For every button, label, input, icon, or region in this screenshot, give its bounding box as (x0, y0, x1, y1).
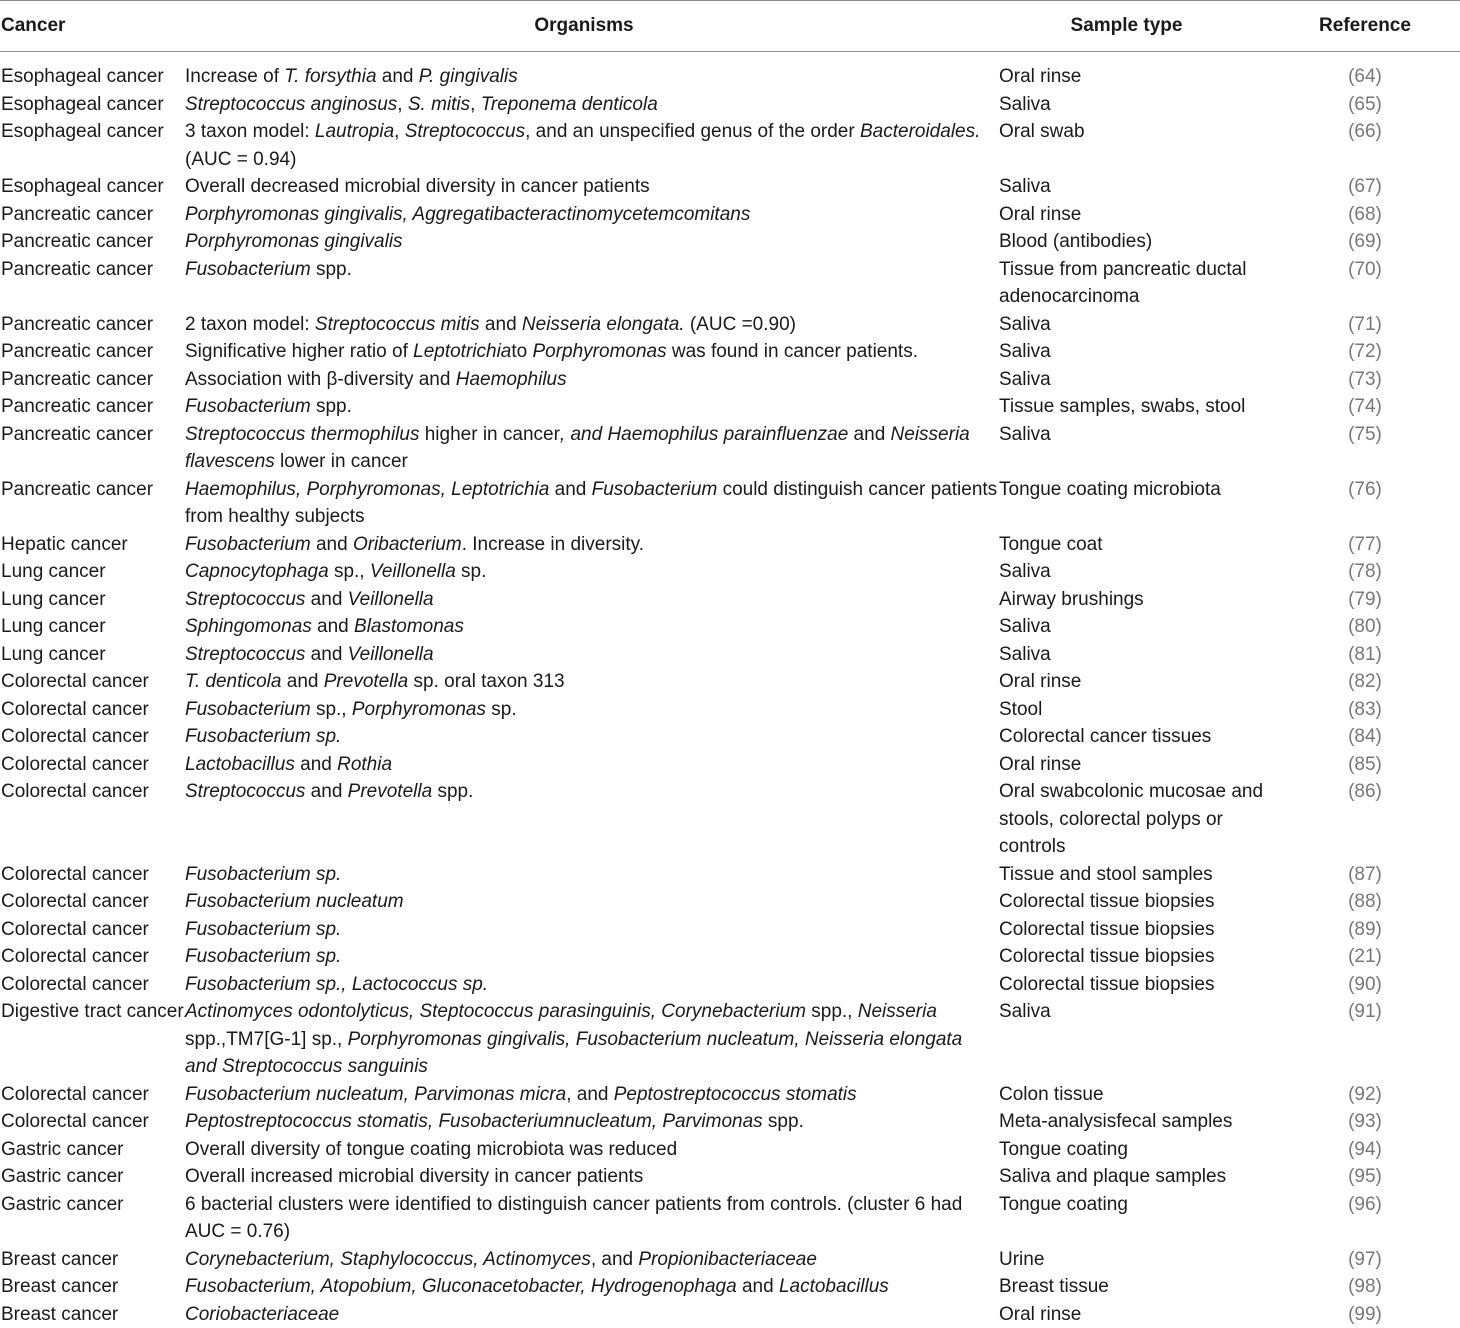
organisms-cell (185, 393, 999, 421)
organisms-cell (185, 91, 999, 119)
cancer-cell: Gastric cancer (0, 1163, 185, 1191)
cancer-cell: Lung cancer (0, 558, 185, 586)
reference-cell: (70) (1270, 256, 1460, 311)
organism-plain-text: sp. (486, 699, 517, 720)
cancer-cell: Pancreatic cancer (0, 476, 185, 531)
organism-plain-text: and (377, 66, 419, 87)
sample-type-cell: Oral rinse (999, 201, 1270, 229)
organism-plain-text: sp., (329, 561, 370, 582)
reference-cell: (68) (1270, 201, 1460, 229)
cancer-cell: Breast cancer (0, 1246, 185, 1274)
reference-cell: (65) (1270, 91, 1460, 119)
table-row (0, 1081, 1460, 1109)
organism-plain-text: could distinguish cancer patients from healthy subjects (185, 479, 997, 528)
sample-type-cell: Colorectal tissue biopsies (999, 943, 1270, 971)
organisms-cell (185, 613, 999, 641)
organism-name-text: Fusobacterium sp. (185, 919, 341, 940)
organisms-cell (185, 531, 999, 559)
table-row (0, 201, 1460, 229)
sample-type-cell: Saliva and plaque samples (999, 1163, 1270, 1191)
reference-cell: (21) (1270, 943, 1460, 971)
organism-plain-text: Association with β-diversity and (185, 369, 456, 390)
reference-cell: (89) (1270, 916, 1460, 944)
table-row (0, 173, 1460, 201)
reference-cell: (91) (1270, 998, 1460, 1081)
organism-name-text: Streptococcus (185, 781, 305, 802)
organism-name-text: Streptococcus anginosus (185, 94, 397, 115)
table-row (0, 366, 1460, 394)
table-row (0, 641, 1460, 669)
cancer-cell: Pancreatic cancer (0, 338, 185, 366)
sample-type-cell: Saliva (999, 613, 1270, 641)
organisms-cell (185, 421, 999, 476)
reference-cell: (74) (1270, 393, 1460, 421)
table-row (0, 91, 1460, 119)
organism-name-text: Fusobacterium (185, 259, 311, 280)
sample-type-cell: Stool (999, 696, 1270, 724)
organisms-cell (185, 52, 999, 91)
cancer-cell: Colorectal cancer (0, 888, 185, 916)
organism-plain-text: spp. (311, 396, 352, 417)
organisms-cell (185, 1136, 999, 1164)
organism-name-text: Corynebacterium, Staphylococcus, Actinomyces (185, 1249, 591, 1270)
sample-type-cell: Tongue coating (999, 1191, 1270, 1246)
sample-type-cell: Oral rinse (999, 751, 1270, 779)
organism-name-text: Fusobacterium, Atopobium, Gluconacetobacter, Hydrogenophaga (185, 1276, 737, 1297)
sample-type-cell: Saliva (999, 366, 1270, 394)
organisms-cell (185, 778, 999, 861)
table-row (0, 971, 1460, 999)
organism-name-text: Peptostreptococcus stomatis, Fusobacteriumnucleatum, Parvimonas (185, 1111, 763, 1132)
cancer-cell: Esophageal cancer (0, 52, 185, 91)
sample-type-cell: Saliva (999, 338, 1270, 366)
organism-name-text: Neisseria (858, 1001, 937, 1022)
organism-name-text: Streptococcus mitis (315, 314, 480, 335)
organism-plain-text: higher in cancer (419, 424, 559, 445)
organisms-cell (185, 256, 999, 311)
cancer-cell: Gastric cancer (0, 1191, 185, 1246)
organisms-cell (185, 586, 999, 614)
organism-name-text: Streptococcus (185, 589, 305, 610)
cancer-cell: Colorectal cancer (0, 861, 185, 889)
reference-cell: (94) (1270, 1136, 1460, 1164)
organism-plain-text: , and (566, 1084, 614, 1105)
table-row (0, 778, 1460, 861)
organisms-cell (185, 1246, 999, 1274)
table-row (0, 256, 1460, 311)
sample-type-cell: Saliva (999, 421, 1270, 476)
table-row (0, 723, 1460, 751)
organism-name-text: Fusobacterium sp., Lactococcus sp. (185, 974, 488, 995)
table-row (0, 1136, 1460, 1164)
organism-plain-text: to (511, 341, 532, 362)
table-row (0, 943, 1460, 971)
organism-name-text: Coriobacteriaceae (185, 1304, 339, 1325)
organism-plain-text: (AUC =0.90) (685, 314, 796, 335)
organism-name-text: Lactobacillus (185, 754, 295, 775)
organism-plain-text: and (305, 589, 347, 610)
sample-type-cell: Colorectal tissue biopsies (999, 888, 1270, 916)
organisms-cell (185, 696, 999, 724)
cancer-cell: Colorectal cancer (0, 696, 185, 724)
table-row (0, 1301, 1460, 1328)
organism-plain-text: spp., (806, 1001, 858, 1022)
table-row (0, 228, 1460, 256)
organism-name-text: Fusobacterium (185, 396, 311, 417)
cancer-cell: Pancreatic cancer (0, 311, 185, 339)
organisms-cell (185, 201, 999, 229)
cancer-cell: Pancreatic cancer (0, 421, 185, 476)
reference-cell: (85) (1270, 751, 1460, 779)
organisms-cell (185, 228, 999, 256)
organism-name-text: Haemophilus, Porphyromonas, Leptotrichia (185, 479, 549, 500)
sample-type-cell: Tissue samples, swabs, stool (999, 393, 1270, 421)
organism-plain-text: and (295, 754, 337, 775)
sample-type-cell: Oral swab (999, 118, 1270, 173)
organism-name-text: Bacteroidales. (860, 121, 980, 142)
table-row (0, 696, 1460, 724)
sample-type-cell: Tongue coat (999, 531, 1270, 559)
sample-type-cell: Blood (antibodies) (999, 228, 1270, 256)
organism-plain-text: 3 taxon model: (185, 121, 315, 142)
reference-cell: (78) (1270, 558, 1460, 586)
cancer-cell: Breast cancer (0, 1273, 185, 1301)
sample-type-cell: Airway brushings (999, 586, 1270, 614)
organism-plain-text: spp.,TM7[G-1] sp., (185, 1029, 348, 1050)
organism-name-text: Capnocytophaga (185, 561, 329, 582)
table-row (0, 1246, 1460, 1274)
organism-name-text: Porphyromonas (532, 341, 666, 362)
sample-type-cell: Colorectal tissue biopsies (999, 971, 1270, 999)
reference-cell: (81) (1270, 641, 1460, 669)
table-row (0, 613, 1460, 641)
organisms-cell (185, 998, 999, 1081)
organisms-cell (185, 1273, 999, 1301)
reference-cell: (92) (1270, 1081, 1460, 1109)
table-row (0, 1273, 1460, 1301)
organism-plain-text: , (394, 121, 405, 142)
table-row (0, 338, 1460, 366)
table-row (0, 118, 1460, 173)
cancer-cell: Esophageal cancer (0, 173, 185, 201)
cancer-cell: Esophageal cancer (0, 118, 185, 173)
cancer-cell: Breast cancer (0, 1301, 185, 1328)
reference-cell: (82) (1270, 668, 1460, 696)
organisms-cell (185, 558, 999, 586)
table-row (0, 531, 1460, 559)
reference-cell: (80) (1270, 613, 1460, 641)
reference-cell: (75) (1270, 421, 1460, 476)
table-row (0, 998, 1460, 1081)
organism-name-text: Neisseria elongata. (522, 314, 685, 335)
organism-plain-text: and (305, 644, 347, 665)
organism-name-text: Lautropia (315, 121, 394, 142)
organisms-cell (185, 751, 999, 779)
organism-name-text: Veillonella (370, 561, 456, 582)
organism-name-text: Peptostreptococcus stomatis (614, 1084, 857, 1105)
organism-plain-text: spp. (311, 259, 352, 280)
organism-name-text: Blastomonas (354, 616, 464, 637)
cancer-cell: Colorectal cancer (0, 1081, 185, 1109)
organisms-cell (185, 1301, 999, 1328)
cancer-cell: Colorectal cancer (0, 723, 185, 751)
organism-name-text: Prevotella (324, 671, 409, 692)
organism-name-text: Propionibacteriaceae (638, 1249, 817, 1270)
organism-plain-text: Overall diversity of tongue coating microbiota was reduced (185, 1139, 677, 1160)
organisms-cell (185, 1191, 999, 1246)
column-header-cancer: Cancer (0, 1, 185, 52)
cancer-cell: Colorectal cancer (0, 668, 185, 696)
table-row (0, 1191, 1460, 1246)
organisms-cell (185, 1163, 999, 1191)
sample-type-cell: Saliva (999, 91, 1270, 119)
organism-plain-text: (AUC = 0.94) (185, 149, 296, 170)
sample-type-cell: Tissue from pancreatic ductal adenocarcinoma (999, 256, 1270, 311)
organisms-cell (185, 476, 999, 531)
organism-name-text: , and Haemophilus parainfluenzae (560, 424, 848, 445)
sample-type-cell: Saliva (999, 558, 1270, 586)
cancer-cell: Lung cancer (0, 641, 185, 669)
sample-type-cell: Oral rinse (999, 668, 1270, 696)
cancer-cell: Colorectal cancer (0, 1108, 185, 1136)
organism-plain-text: . Increase in diversity. (462, 534, 644, 555)
organism-name-text: Treponema denticola (481, 94, 658, 115)
cancer-cell: Lung cancer (0, 613, 185, 641)
organism-plain-text: sp., (311, 699, 352, 720)
cancer-cell: Colorectal cancer (0, 778, 185, 861)
table-row (0, 861, 1460, 889)
organism-plain-text: sp. (456, 561, 487, 582)
organisms-cell (185, 311, 999, 339)
organism-plain-text: and (305, 781, 347, 802)
table-body (0, 52, 1460, 1328)
cancer-cell: Gastric cancer (0, 1136, 185, 1164)
cancer-cell: Digestive tract cancer (0, 998, 185, 1081)
reference-cell: (98) (1270, 1273, 1460, 1301)
sample-type-cell: Meta-analysisfecal samples (999, 1108, 1270, 1136)
organisms-cell (185, 861, 999, 889)
column-header-organisms: Organisms (185, 1, 999, 52)
organism-plain-text: and (312, 616, 354, 637)
reference-cell: (71) (1270, 311, 1460, 339)
organism-name-text: Porphyromonas gingivalis, Fusobacterium nucleatum, Neisseria elongata and Streptococcus sanguinis (185, 1029, 962, 1078)
reference-cell: (69) (1270, 228, 1460, 256)
organism-name-text: Lactobacillus (779, 1276, 889, 1297)
reference-cell: (64) (1270, 52, 1460, 91)
organism-plain-text: spp. (432, 781, 473, 802)
organisms-cell (185, 366, 999, 394)
organisms-cell (185, 118, 999, 173)
organism-plain-text: and (281, 671, 323, 692)
reference-cell: (79) (1270, 586, 1460, 614)
organism-name-text: S. mitis (408, 94, 470, 115)
organism-plain-text: and (848, 424, 890, 445)
organism-name-text: Fusobacterium (185, 699, 311, 720)
table-row (0, 558, 1460, 586)
table-row (0, 586, 1460, 614)
organism-name-text: Sphingomonas (185, 616, 312, 637)
reference-cell: (99) (1270, 1301, 1460, 1328)
organisms-cell (185, 338, 999, 366)
reference-cell: (77) (1270, 531, 1460, 559)
organism-name-text: Rothia (337, 754, 392, 775)
organism-name-text: Veillonella (348, 644, 434, 665)
sample-type-cell: Saliva (999, 641, 1270, 669)
organism-plain-text: and (480, 314, 522, 335)
table-row (0, 668, 1460, 696)
sample-type-cell: Saliva (999, 998, 1270, 1081)
table-row (0, 476, 1460, 531)
table-row (0, 751, 1460, 779)
reference-cell: (67) (1270, 173, 1460, 201)
table-row (0, 52, 1460, 91)
organisms-cell (185, 723, 999, 751)
column-header-reference: Reference (1270, 1, 1460, 52)
organism-plain-text: Overall increased microbial diversity in cancer patients (185, 1166, 643, 1187)
organism-name-text: P. gingivalis (419, 66, 518, 87)
organism-name-text: Oribacterium (353, 534, 462, 555)
organism-name-text: Leptotrichia (413, 341, 511, 362)
reference-cell: (96) (1270, 1191, 1460, 1246)
organism-name-text: Fusobacterium sp. (185, 726, 341, 747)
organism-name-text: Porphyromonas gingivalis (185, 231, 403, 252)
organism-name-text: Fusobacterium sp. (185, 946, 341, 967)
organism-name-text: Fusobacterium nucleatum (185, 891, 404, 912)
organism-plain-text: lower in cancer (275, 451, 408, 472)
cancer-cell: Colorectal cancer (0, 943, 185, 971)
cancer-cell: Colorectal cancer (0, 751, 185, 779)
table-row (0, 311, 1460, 339)
organism-name-text: Prevotella (348, 781, 433, 802)
organism-name-text: Fusobacterium (592, 479, 718, 500)
cancer-cell: Pancreatic cancer (0, 256, 185, 311)
reference-cell: (87) (1270, 861, 1460, 889)
sample-type-cell: Colorectal cancer tissues (999, 723, 1270, 751)
table-row (0, 421, 1460, 476)
organism-name-text: Porphyromonas gingivalis, Aggregatibacteractinomycetemcomitans (185, 204, 750, 225)
organism-plain-text: and (311, 534, 353, 555)
sample-type-cell: Colon tissue (999, 1081, 1270, 1109)
cancer-cell: Lung cancer (0, 586, 185, 614)
organisms-cell (185, 668, 999, 696)
organism-name-text: Streptococcus (185, 644, 305, 665)
sample-type-cell: Oral swabcolonic mucosae and stools, colorectal polyps or controls (999, 778, 1270, 861)
header-row (0, 1, 1460, 52)
organism-plain-text: Significative higher ratio of (185, 341, 413, 362)
reference-cell: (90) (1270, 971, 1460, 999)
organisms-cell (185, 971, 999, 999)
reference-cell: (84) (1270, 723, 1460, 751)
sample-type-cell: Oral rinse (999, 52, 1270, 91)
organism-name-text: Fusobacterium nucleatum, Parvimonas micra (185, 1084, 566, 1105)
organism-name-text: Streptococcus (405, 121, 525, 142)
cancer-cell: Colorectal cancer (0, 916, 185, 944)
table-header (0, 1, 1460, 52)
reference-cell: (93) (1270, 1108, 1460, 1136)
organism-name-text: T. denticola (185, 671, 281, 692)
organism-plain-text: 2 taxon model: (185, 314, 315, 335)
table-row (0, 888, 1460, 916)
reference-cell: (66) (1270, 118, 1460, 173)
table-row (0, 393, 1460, 421)
sample-type-cell: Saliva (999, 173, 1270, 201)
organism-name-text: Porphyromonas (352, 699, 486, 720)
organism-plain-text: 6 bacterial clusters were identified to distinguish cancer patients from controls. (cluster 6 had AUC = 0.76) (185, 1194, 962, 1243)
organism-name-text: Fusobacterium sp. (185, 864, 341, 885)
table-row (0, 1108, 1460, 1136)
reference-cell: (88) (1270, 888, 1460, 916)
reference-cell: (83) (1270, 696, 1460, 724)
reference-cell: (76) (1270, 476, 1460, 531)
organism-plain-text: spp. (763, 1111, 804, 1132)
cancer-cell: Esophageal cancer (0, 91, 185, 119)
organism-plain-text: , and an unspecified genus of the order (525, 121, 860, 142)
organism-name-text: T. forsythia (284, 66, 376, 87)
organism-plain-text: , (470, 94, 481, 115)
column-header-sample-type: Sample type (999, 1, 1270, 52)
cancer-cell: Pancreatic cancer (0, 393, 185, 421)
organisms-cell (185, 943, 999, 971)
sample-type-cell: Oral rinse (999, 1301, 1270, 1328)
sample-type-cell: Tongue coating (999, 1136, 1270, 1164)
cancer-cell: Hepatic cancer (0, 531, 185, 559)
organism-name-text: Fusobacterium (185, 534, 311, 555)
reference-cell: (97) (1270, 1246, 1460, 1274)
reference-cell: (95) (1270, 1163, 1460, 1191)
organism-name-text: Streptococcus thermophilus (185, 424, 419, 445)
sample-type-cell: Colorectal tissue biopsies (999, 916, 1270, 944)
organisms-cell (185, 916, 999, 944)
organism-plain-text: and (737, 1276, 779, 1297)
organism-name-text: Veillonella (348, 589, 434, 610)
organism-name-text: Actinomyces odontolyticus, Steptococcus parasinguinis, Corynebacterium (185, 1001, 806, 1022)
organisms-cell (185, 1081, 999, 1109)
organisms-cell (185, 641, 999, 669)
reference-cell: (86) (1270, 778, 1460, 861)
sample-type-cell: Breast tissue (999, 1273, 1270, 1301)
table-row (0, 916, 1460, 944)
cancer-cell: Colorectal cancer (0, 971, 185, 999)
cancer-cell: Pancreatic cancer (0, 228, 185, 256)
organism-plain-text: sp. oral taxon 313 (408, 671, 564, 692)
sample-type-cell: Saliva (999, 311, 1270, 339)
organism-name-text: Neisseria flavescens (185, 424, 970, 473)
organism-plain-text: and (549, 479, 591, 500)
organism-plain-text: Overall decreased microbial diversity in cancer patients (185, 176, 650, 197)
cancer-cell: Pancreatic cancer (0, 201, 185, 229)
organism-name-text: Haemophilus (456, 369, 567, 390)
organisms-cell (185, 1108, 999, 1136)
organisms-cell (185, 888, 999, 916)
sample-type-cell: Tissue and stool samples (999, 861, 1270, 889)
reference-cell: (73) (1270, 366, 1460, 394)
sample-type-cell: Urine (999, 1246, 1270, 1274)
organism-plain-text: Increase of (185, 66, 284, 87)
cancer-cell: Pancreatic cancer (0, 366, 185, 394)
organism-plain-text: was found in cancer patients. (667, 341, 918, 362)
organism-plain-text: , (397, 94, 408, 115)
organism-plain-text: , and (591, 1249, 639, 1270)
organisms-cell (185, 173, 999, 201)
sample-type-cell: Tongue coating microbiota (999, 476, 1270, 531)
reference-cell: (72) (1270, 338, 1460, 366)
table-row (0, 1163, 1460, 1191)
